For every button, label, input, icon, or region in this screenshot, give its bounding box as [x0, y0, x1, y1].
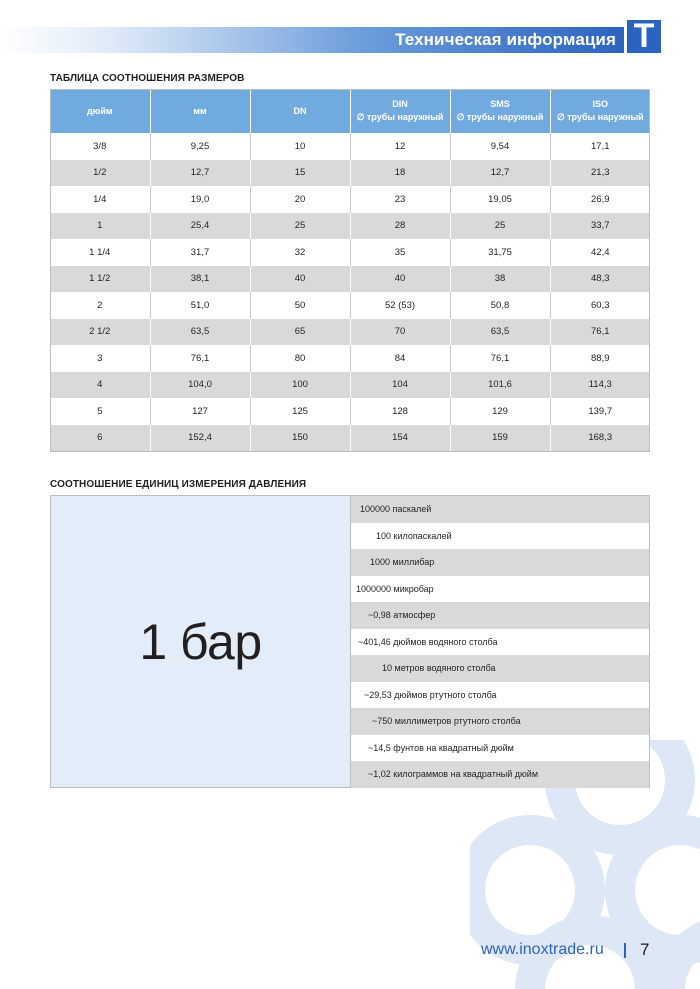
table-cell: 35 [350, 239, 450, 266]
table-cell: 3 [50, 345, 150, 372]
table-row [50, 186, 650, 213]
table-cell: 17,1 [550, 133, 650, 160]
table-cell: 25 [450, 213, 550, 240]
table-cell: 1/4 [50, 186, 150, 213]
table-cell: 33,7 [550, 213, 650, 240]
header-dn: DN [250, 89, 350, 133]
table-cell: 10 [250, 133, 350, 160]
table-cell: 152,4 [150, 425, 250, 452]
table-cell: 76,1 [450, 345, 550, 372]
table-cell: 31,7 [150, 239, 250, 266]
table-cell: 18 [350, 160, 450, 187]
table-cell: 100 [250, 372, 350, 399]
bar-panel [51, 496, 350, 787]
bar-unit-label: 1 бар [139, 613, 262, 670]
table-cell: 1 [50, 213, 150, 240]
table-cell: 139,7 [550, 398, 650, 425]
list-item: ~750 миллиметров ртутного столба [351, 708, 649, 735]
table-cell: 23 [350, 186, 450, 213]
pressure-equivalents-list [350, 496, 649, 787]
table-cell: 65 [250, 319, 350, 346]
table-cell: 12,7 [450, 160, 550, 187]
table-cell: 114,3 [550, 372, 650, 399]
table-cell: 19,05 [450, 186, 550, 213]
table-cell: 50 [250, 292, 350, 319]
table-cell: 150 [250, 425, 350, 452]
section-letter-badge: T [627, 20, 661, 53]
table-cell: 129 [450, 398, 550, 425]
list-item: 1000 миллибар [351, 549, 649, 576]
table-cell: 154 [350, 425, 450, 452]
table-cell: 51,0 [150, 292, 250, 319]
table-cell: 2 1/2 [50, 319, 150, 346]
table-cell: 12,7 [150, 160, 250, 187]
table-cell: 6 [50, 425, 150, 452]
table-row [50, 425, 650, 452]
header-title: Техническая информация [395, 30, 616, 49]
table-row [50, 213, 650, 240]
table-row [50, 398, 650, 425]
table-cell: 104 [350, 372, 450, 399]
table-cell: 1 1/2 [50, 266, 150, 293]
table-cell: 128 [350, 398, 450, 425]
table-cell: 25,4 [150, 213, 250, 240]
table-row [50, 266, 650, 293]
table-row [50, 239, 650, 266]
table-cell: 125 [250, 398, 350, 425]
table-cell: 70 [350, 319, 450, 346]
table-row [50, 345, 650, 372]
table-cell: 9,25 [150, 133, 250, 160]
table-cell: 25 [250, 213, 350, 240]
header-iso: ISO ∅ трубы наружный [550, 89, 650, 133]
size-table-title: ТАБЛИЦА СООТНОШЕНИЯ РАЗМЕРОВ [50, 73, 245, 84]
table-cell: 159 [450, 425, 550, 452]
list-item: 100000 паскалей [351, 496, 649, 523]
header-sms: SMS ∅ трубы наружный [450, 89, 550, 133]
list-item: 100 килопаскалей [351, 523, 649, 550]
table-cell: 32 [250, 239, 350, 266]
table-row [50, 372, 650, 399]
table-cell: 63,5 [450, 319, 550, 346]
pressure-table-title: СООТНОШЕНИЕ ЕДИНИЦ ИЗМЕРЕНИЯ ДАВЛЕНИЯ [50, 479, 307, 490]
table-cell: 52 (53) [350, 292, 450, 319]
size-table-header-row [50, 89, 650, 133]
table-row [50, 133, 650, 160]
table-cell: 88,9 [550, 345, 650, 372]
table-cell: 12 [350, 133, 450, 160]
table-cell: 101,6 [450, 372, 550, 399]
page-number: 7 [640, 940, 650, 959]
table-cell: 2 [50, 292, 150, 319]
table-cell: 60,3 [550, 292, 650, 319]
table-cell: 168,3 [550, 425, 650, 452]
table-cell: 20 [250, 186, 350, 213]
footer-website-link[interactable]: www.inoxtrade.ru [481, 941, 604, 958]
table-cell: 19,0 [150, 186, 250, 213]
size-table [50, 89, 650, 452]
table-row [50, 292, 650, 319]
table-cell: 1/2 [50, 160, 150, 187]
list-item: ~401,46 дюймов водяного столба [351, 629, 649, 656]
header-inch: дюйм [50, 89, 150, 133]
table-cell: 31,75 [450, 239, 550, 266]
footer-separator [624, 943, 626, 958]
table-cell: 21,3 [550, 160, 650, 187]
header-din: DIN ∅ трубы наружный [350, 89, 450, 133]
table-cell: 15 [250, 160, 350, 187]
table-row [50, 319, 650, 346]
table-cell: 42,4 [550, 239, 650, 266]
list-item: ~14,5 фунтов на квадратный дюйм [351, 735, 649, 762]
table-cell: 26,9 [550, 186, 650, 213]
list-item: 1000000 микробар [351, 576, 649, 603]
header-band [0, 27, 624, 53]
table-cell: 76,1 [150, 345, 250, 372]
table-cell: 104,0 [150, 372, 250, 399]
table-cell: 40 [350, 266, 450, 293]
table-cell: 1 1/4 [50, 239, 150, 266]
list-item: ~1,02 килограммов на квадратный дюйм [351, 761, 649, 788]
table-cell: 40 [250, 266, 350, 293]
table-cell: 76,1 [550, 319, 650, 346]
table-cell: 38,1 [150, 266, 250, 293]
table-cell: 4 [50, 372, 150, 399]
table-cell: 84 [350, 345, 450, 372]
table-cell: 5 [50, 398, 150, 425]
table-cell: 63,5 [150, 319, 250, 346]
pressure-table [50, 495, 650, 788]
table-cell: 48,3 [550, 266, 650, 293]
table-cell: 80 [250, 345, 350, 372]
table-cell: 50,8 [450, 292, 550, 319]
table-cell: 9,54 [450, 133, 550, 160]
list-item: ~0,98 атмосфер [351, 602, 649, 629]
table-cell: 38 [450, 266, 550, 293]
table-cell: 127 [150, 398, 250, 425]
header-mm: мм [150, 89, 250, 133]
table-cell: 3/8 [50, 133, 150, 160]
table-row [50, 160, 650, 187]
table-cell: 28 [350, 213, 450, 240]
list-item: 10 метров водяного столба [351, 655, 649, 682]
list-item: ~29,53 дюймов ртутного столба [351, 682, 649, 709]
